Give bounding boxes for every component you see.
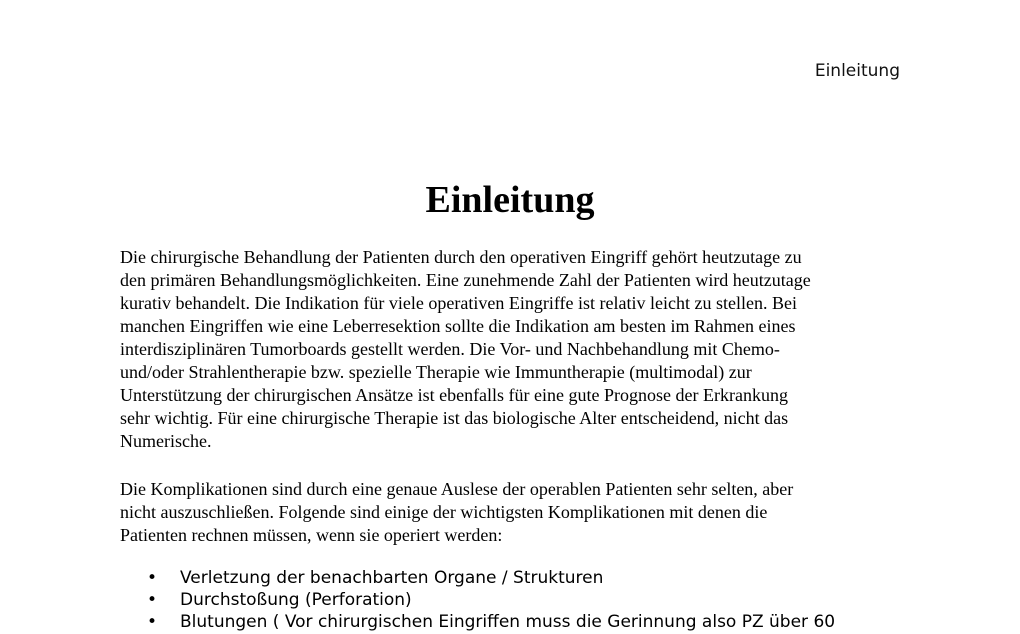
paragraph-line: Die chirurgische Behandlung der Patienten durch den operativen Eingriff gehört heutzutage zu: [120, 247, 802, 267]
page-title: Einleitung: [425, 179, 595, 221]
list-item: [120, 611, 920, 633]
complications-list: [120, 567, 920, 633]
paragraph-line: Unterstützung der chirurgischen Ansätze ist ebenfalls für eine gute Prognose der Erkrankung: [120, 385, 788, 405]
paragraph-line: Die Komplikationen sind durch eine genaue Auslese der operablen Patienten sehr selten, aber: [120, 479, 794, 499]
paragraph-line: interdisziplinären Tumorboards gestellt werden. Die Vor- und Nachbehandlung mit Chemo-: [120, 339, 780, 359]
paragraph-line: kurativ behandelt. Die Indikation für viele operativen Eingriffe ist relativ leicht zu stellen. Bei: [120, 293, 797, 313]
running-header: Einleitung: [814, 61, 900, 81]
bullet-icon: •: [147, 590, 158, 610]
list-item: [120, 567, 920, 589]
list-item: [120, 589, 920, 611]
paragraph-line: nicht auszuschließen. Folgende sind einige der wichtigsten Komplikationen mit denen die: [120, 502, 768, 522]
list-item-text: Verletzung der benachbarten Organe / Strukturen: [180, 568, 604, 588]
paragraph-line: den primären Behandlungsmöglichkeiten. Eine zunehmende Zahl der Patienten wird heutzutage: [120, 270, 811, 290]
paragraph-line: Patienten rechnen müssen, wenn sie operiert werden:: [120, 525, 503, 545]
list-item-text: Blutungen ( Vor chirurgischen Eingriffen muss die Gerinnung also PZ über 60: [180, 612, 836, 632]
intro-paragraph: [120, 246, 900, 453]
paragraph-line: und/oder Strahlentherapie bzw. spezielle Therapie wie Immuntherapie (multimodal) zur: [120, 362, 752, 382]
bullet-icon: •: [147, 568, 158, 588]
bullet-icon: •: [147, 612, 158, 632]
list-item-text: Durchstoßung (Perforation): [180, 590, 412, 610]
paragraph-line: sehr wichtig. Für eine chirurgische Therapie ist das biologische Alter entscheidend, nicht das: [120, 408, 789, 428]
complications-paragraph: [120, 478, 900, 547]
paragraph-line: manchen Eingriffen wie eine Leberresektion sollte die Indikation am besten im Rahmen eines: [120, 316, 796, 336]
paragraph-line: Numerische.: [120, 431, 212, 451]
